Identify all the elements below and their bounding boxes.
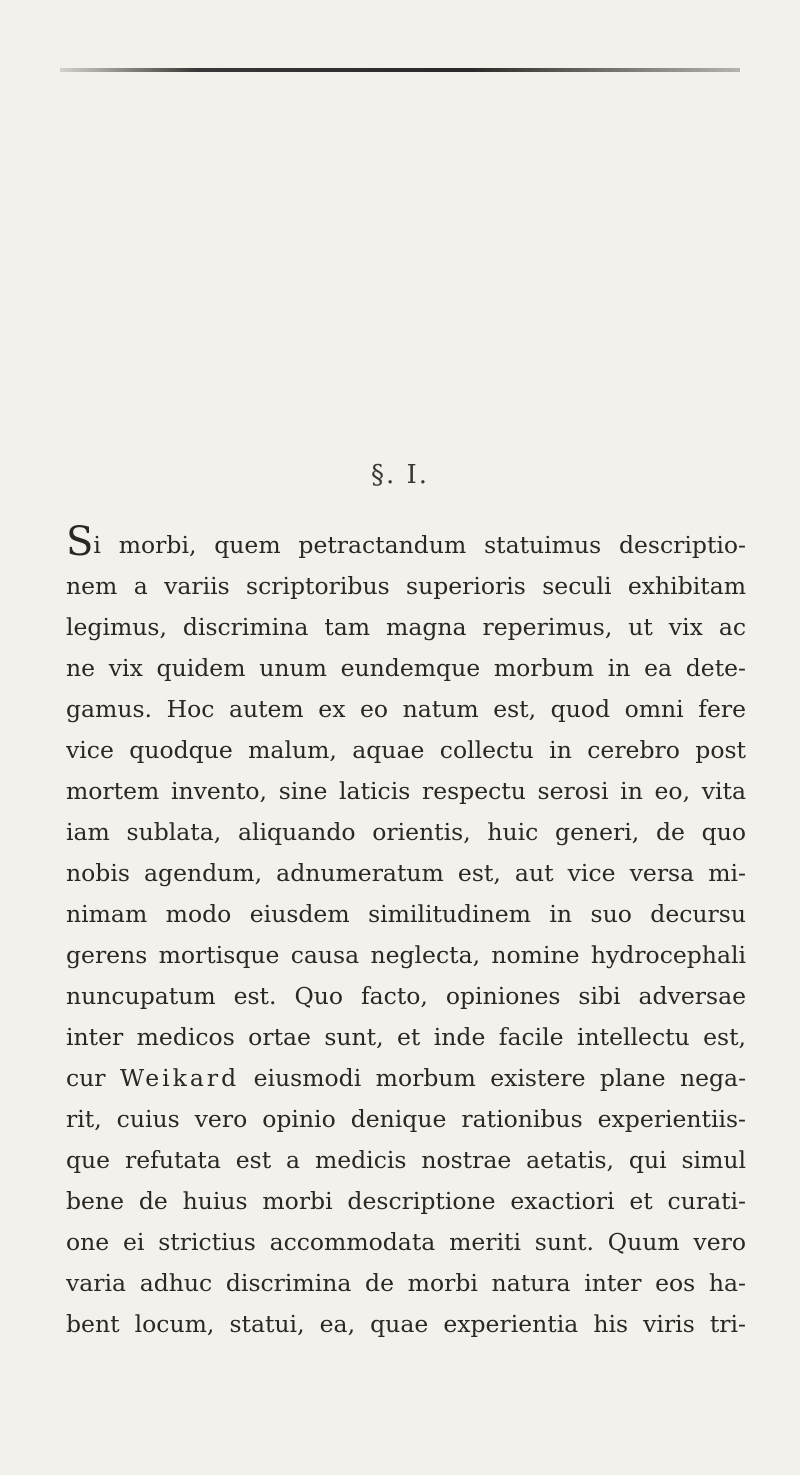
text-line-19: varia adhuc discrimina de morbi natura inter eos ha- xyxy=(66,1269,746,1297)
text-line-13: inter medicos ortae sunt, et inde facile intellectu est, xyxy=(66,1023,746,1051)
text-line-12: nuncupatum est. Quo facto, opiniones sibi adversae xyxy=(66,982,746,1010)
text-line-11: gerens mortisque causa neglecta, nomine hydrocephali xyxy=(66,941,746,969)
top-rule xyxy=(60,68,740,72)
text-line-18: one ei strictius accommodata meriti sunt. Quum vero xyxy=(66,1228,746,1256)
text-line-6: vice quodque malum, aquae collectu in cerebro post xyxy=(66,736,746,764)
text-line-16: que refutata est a medicis nostrae aetatis, qui simul xyxy=(66,1146,746,1174)
drop-cap: S xyxy=(66,525,94,565)
text-line-2: nem a variis scriptoribus superioris seculi exhibitam xyxy=(66,572,746,600)
text-line-14-rest: eiusmodi morbum existere plane nega- xyxy=(239,1064,746,1092)
author-name: Weikard xyxy=(119,1064,240,1092)
text-line-4: ne vix quidem unum eundemque morbum in ea dete- xyxy=(66,654,746,682)
section-heading: §. I. xyxy=(370,460,430,490)
text-line-1-content: i morbi, quem petractandum statuimus descriptio- xyxy=(93,531,746,559)
text-line-14-start: cur xyxy=(66,1064,120,1092)
text-line-3: legimus, discrimina tam magna reperimus, ut vix ac xyxy=(66,613,746,641)
text-line-15: rit, cuius vero opinio denique rationibus experientiis- xyxy=(66,1105,746,1133)
text-line-8: iam sublata, aliquando orientis, huic generi, de quo xyxy=(66,818,746,846)
text-line-7: mortem invento, sine laticis respectu serosi in eo, vita xyxy=(66,777,746,805)
text-line-5: gamus. Hoc autem ex eo natum est, quod omni fere xyxy=(66,695,746,723)
text-line-14 xyxy=(66,1058,746,1099)
text-line-1 xyxy=(66,525,746,566)
text-line-20: bent locum, statui, ea, quae experientia his viris tri- xyxy=(66,1310,746,1338)
text-line-10: nimam modo eiusdem similitudinem in suo decursu xyxy=(66,900,746,928)
paragraph xyxy=(66,525,746,1345)
text-line-9: nobis agendum, adnumeratum est, aut vice versa mi- xyxy=(66,859,746,887)
text-line-17: bene de huius morbi descriptione exactiori et curati- xyxy=(66,1187,746,1215)
